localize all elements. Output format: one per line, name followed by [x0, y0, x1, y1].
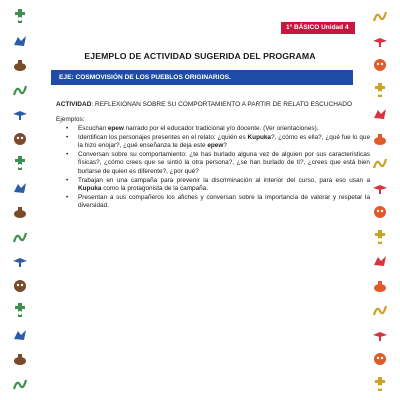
snake-icon	[370, 6, 390, 26]
examples-list	[60, 125, 370, 211]
fox-icon	[10, 31, 30, 51]
condor-icon	[370, 325, 390, 345]
mask-icon	[370, 55, 390, 75]
example-item	[78, 151, 370, 177]
snake-icon	[370, 300, 390, 320]
fox-icon	[10, 178, 30, 198]
examples-label: Ejemplos:	[56, 116, 85, 123]
example-item	[78, 177, 370, 194]
totem-icon	[10, 300, 30, 320]
fox-icon	[370, 104, 390, 124]
example-item	[78, 134, 370, 151]
example-term: Kupuka	[78, 185, 102, 193]
rock-icon	[370, 129, 390, 149]
example-text: como la protagonista de la campaña.	[101, 185, 209, 193]
mask-icon	[10, 276, 30, 296]
snake-icon	[370, 153, 390, 173]
mask-icon	[370, 202, 390, 222]
rock-icon	[10, 202, 30, 222]
totem-icon	[370, 227, 390, 247]
example-text: narrado por el educador tradicional y/o docente. (Ver orientaciones).	[123, 125, 319, 132]
example-item	[78, 125, 370, 134]
rock-icon	[370, 276, 390, 296]
example-text: Identifican los personajes presentes en el relato: ¿quién es	[78, 133, 248, 141]
example-text: Escuchan	[78, 125, 108, 132]
axis-banner: EJE: COSMOVISIÓN DE LOS PUEBLOS ORIGINARIOS.	[51, 70, 353, 85]
condor-icon	[370, 31, 390, 51]
left-decorative-border	[8, 0, 32, 400]
example-term: epew	[207, 142, 224, 150]
condor-icon	[10, 104, 30, 124]
condor-icon	[10, 251, 30, 271]
activity-heading	[56, 101, 356, 109]
example-text: Conversan sobre su comportamiento: ¿te has burlado alguna vez de alguien por sus características físicas?, ¿cómo crees que se sintió la otra persona?, ¿se han burlado de ti?, ¿crees que está bien burlarse de quien es diferente?, ¿por qué?	[78, 150, 370, 175]
condor-icon	[370, 178, 390, 198]
totem-icon	[10, 153, 30, 173]
example-text: Trabajan en una campaña para prevenir la discriminación al interior del curso, para eso usan a	[78, 176, 370, 184]
activity-prefix: ACTIVIDAD	[56, 101, 92, 108]
totem-icon	[10, 6, 30, 26]
example-text: ?	[223, 142, 227, 150]
page-title: EJEMPLO DE ACTIVIDAD SUGERIDA DEL PROGRAMA	[84, 51, 316, 61]
snake-icon	[10, 80, 30, 100]
totem-icon	[370, 374, 390, 394]
fox-icon	[10, 325, 30, 345]
example-item	[78, 194, 370, 211]
snake-icon	[10, 227, 30, 247]
rock-icon	[10, 55, 30, 75]
example-text: Presentan a sus compañeros los afiches y conversan sobre la importancia de valorar y respetar la diversidad.	[78, 193, 370, 210]
example-term: epew	[107, 125, 124, 132]
unit-badge: 1° BÁSICO Unidad 4	[281, 22, 355, 34]
rock-icon	[10, 349, 30, 369]
activity-text: : REFLEXIONAN SOBRE SU COMPORTAMIENTO A PARTIR DE RELATO ESCUCHADO	[91, 101, 353, 108]
snake-icon	[10, 374, 30, 394]
right-decorative-border	[368, 0, 392, 400]
mask-icon	[370, 349, 390, 369]
mask-icon	[10, 129, 30, 149]
totem-icon	[370, 80, 390, 100]
example-term: Kupuka	[247, 133, 271, 141]
example-text: ?, ¿cómo es ella?, ¿qué fue lo que la hizo enojar?, ¿qué enseñanza te deja este	[78, 133, 371, 150]
fox-icon	[370, 251, 390, 271]
